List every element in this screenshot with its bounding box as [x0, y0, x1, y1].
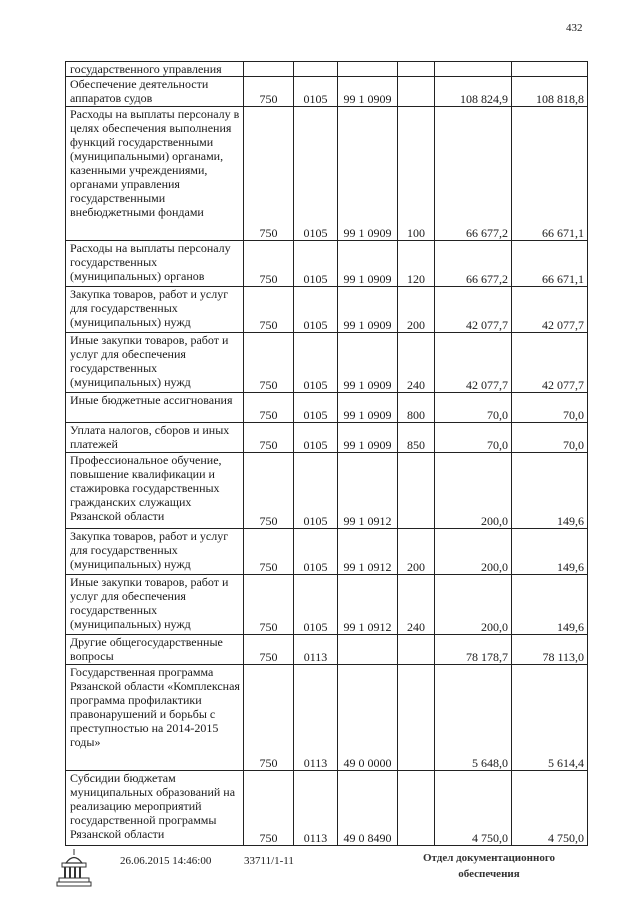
row-ved: 750: [244, 423, 294, 453]
table-row: [66, 529, 588, 575]
row-ved: 750: [244, 287, 294, 333]
row-vr: 200: [398, 287, 435, 333]
budget-table: [65, 61, 588, 846]
row-vr: [398, 77, 435, 107]
row-csr: 99 1 0909: [338, 77, 398, 107]
row-section: 0105: [294, 241, 338, 287]
row-section: 0113: [294, 665, 338, 771]
row-csr: 99 1 0909: [338, 423, 398, 453]
row-ved: 750: [244, 77, 294, 107]
row-csr: 99 1 0912: [338, 575, 398, 635]
table-row: [66, 771, 588, 846]
row-csr: 99 1 0909: [338, 241, 398, 287]
row-csr: 99 1 0912: [338, 529, 398, 575]
row-section: 0105: [294, 529, 338, 575]
row-ved: 750: [244, 665, 294, 771]
row-name: Закупка товаров, работ и услуг для государственных (муниципальных) нужд: [66, 287, 244, 333]
row-ved: 750: [244, 771, 294, 846]
department-stamp: [404, 850, 574, 882]
row-plan: 42 077,7: [435, 287, 512, 333]
row-name: Обеспечение деятельности аппаратов судов: [66, 77, 244, 107]
row-fact: [512, 62, 588, 77]
row-plan: 4 750,0: [435, 771, 512, 846]
row-section: 0105: [294, 77, 338, 107]
row-section: [294, 62, 338, 77]
table-row: [66, 77, 588, 107]
row-ved: 750: [244, 453, 294, 529]
row-fact: 149,6: [512, 575, 588, 635]
table-row: [66, 635, 588, 665]
row-csr: [338, 635, 398, 665]
row-csr: 49 0 8490: [338, 771, 398, 846]
row-name: Иные бюджетные ассигнования: [66, 393, 244, 423]
table-row: [66, 453, 588, 529]
row-section: 0105: [294, 575, 338, 635]
row-fact: 66 671,1: [512, 241, 588, 287]
row-name: Закупка товаров, работ и услуг для государственных (муниципальных) нужд: [66, 529, 244, 575]
row-plan: 200,0: [435, 453, 512, 529]
row-csr: [338, 62, 398, 77]
row-vr: 240: [398, 575, 435, 635]
row-fact: 70,0: [512, 393, 588, 423]
row-vr: 120: [398, 241, 435, 287]
row-section: 0105: [294, 423, 338, 453]
row-vr: 100: [398, 107, 435, 241]
footer-document-number: 33711/1-11: [244, 855, 294, 867]
row-fact: 108 818,8: [512, 77, 588, 107]
row-ved: 750: [244, 241, 294, 287]
row-csr: 99 1 0909: [338, 393, 398, 423]
row-plan: [435, 62, 512, 77]
row-name: Другие общегосударственные вопросы: [66, 635, 244, 665]
row-name: Расходы на выплаты персоналу государственных (муниципальных) органов: [66, 241, 244, 287]
row-ved: [244, 62, 294, 77]
row-plan: 70,0: [435, 423, 512, 453]
stamp-line-2: обеспечения: [458, 868, 520, 880]
row-name: Субсидии бюджетам муниципальных образований на реализацию мероприятий государственной программы Рязанской области: [66, 771, 244, 846]
row-section: 0105: [294, 333, 338, 393]
row-vr: 200: [398, 529, 435, 575]
row-plan: 70,0: [435, 393, 512, 423]
row-plan: 200,0: [435, 529, 512, 575]
row-fact: 70,0: [512, 423, 588, 453]
row-fact: 78 113,0: [512, 635, 588, 665]
footer-date: 26.06.2015 14:46:00: [120, 855, 212, 867]
row-fact: 149,6: [512, 529, 588, 575]
row-name: Иные закупки товаров, работ и услуг для обеспечения государственных (муниципальных) нужд: [66, 575, 244, 635]
row-plan: 200,0: [435, 575, 512, 635]
row-section: 0105: [294, 287, 338, 333]
row-fact: 42 077,7: [512, 287, 588, 333]
row-name: Государственная программа Рязанской области «Комплексная программа профилактики правонарушений и борьбы с преступностью на 2014-2015 годы»: [66, 665, 244, 771]
row-ved: 750: [244, 393, 294, 423]
row-name: Иные закупки товаров, работ и услуг для обеспечения государственных (муниципальных) нужд: [66, 333, 244, 393]
row-name: Профессиональное обучение, повышение квалификации и стажировка государственных гражданских служащих Рязанской области: [66, 453, 244, 529]
row-plan: 78 178,7: [435, 635, 512, 665]
row-csr: 99 1 0912: [338, 453, 398, 529]
row-vr: [398, 771, 435, 846]
stamp-line-1: Отдел документационного: [422, 852, 556, 864]
row-csr: 99 1 0909: [338, 107, 398, 241]
row-vr: [398, 665, 435, 771]
row-csr: 99 1 0909: [338, 333, 398, 393]
row-plan: 66 677,2: [435, 241, 512, 287]
table-row: [66, 333, 588, 393]
row-fact: 42 077,7: [512, 333, 588, 393]
row-name: Расходы на выплаты персоналу в целях обеспечения выполнения функций государственными (муниципальными) органами, казенными учреждениями, органами управления государственными внебюджетными фондами: [66, 107, 244, 241]
row-vr: [398, 453, 435, 529]
table-row: [66, 107, 588, 241]
row-section: 0113: [294, 771, 338, 846]
row-fact: 66 671,1: [512, 107, 588, 241]
row-section: 0105: [294, 107, 338, 241]
row-section: 0113: [294, 635, 338, 665]
row-vr: [398, 635, 435, 665]
row-fact: 5 614,4: [512, 665, 588, 771]
table-row: [66, 423, 588, 453]
row-ved: 750: [244, 635, 294, 665]
row-section: 0105: [294, 393, 338, 423]
row-vr: [398, 62, 435, 77]
row-name: Уплата налогов, сборов и иных платежей: [66, 423, 244, 453]
row-plan: 5 648,0: [435, 665, 512, 771]
duma-building-logo-icon: [54, 846, 94, 890]
row-fact: 4 750,0: [512, 771, 588, 846]
row-vr: 800: [398, 393, 435, 423]
table-row: [66, 575, 588, 635]
row-plan: 66 677,2: [435, 107, 512, 241]
table-row: [66, 665, 588, 771]
row-ved: 750: [244, 333, 294, 393]
row-ved: 750: [244, 575, 294, 635]
row-vr: 850: [398, 423, 435, 453]
table-row: [66, 287, 588, 333]
page-number: 432: [566, 22, 583, 34]
row-plan: 42 077,7: [435, 333, 512, 393]
row-csr: 99 1 0909: [338, 287, 398, 333]
row-plan: 108 824,9: [435, 77, 512, 107]
row-vr: 240: [398, 333, 435, 393]
row-csr: 49 0 0000: [338, 665, 398, 771]
row-fact: 149,6: [512, 453, 588, 529]
row-ved: 750: [244, 107, 294, 241]
table-row: [66, 241, 588, 287]
row-ved: 750: [244, 529, 294, 575]
row-section: 0105: [294, 453, 338, 529]
row-name: государственного управления: [66, 62, 244, 77]
table-row: [66, 393, 588, 423]
table-row: [66, 62, 588, 77]
